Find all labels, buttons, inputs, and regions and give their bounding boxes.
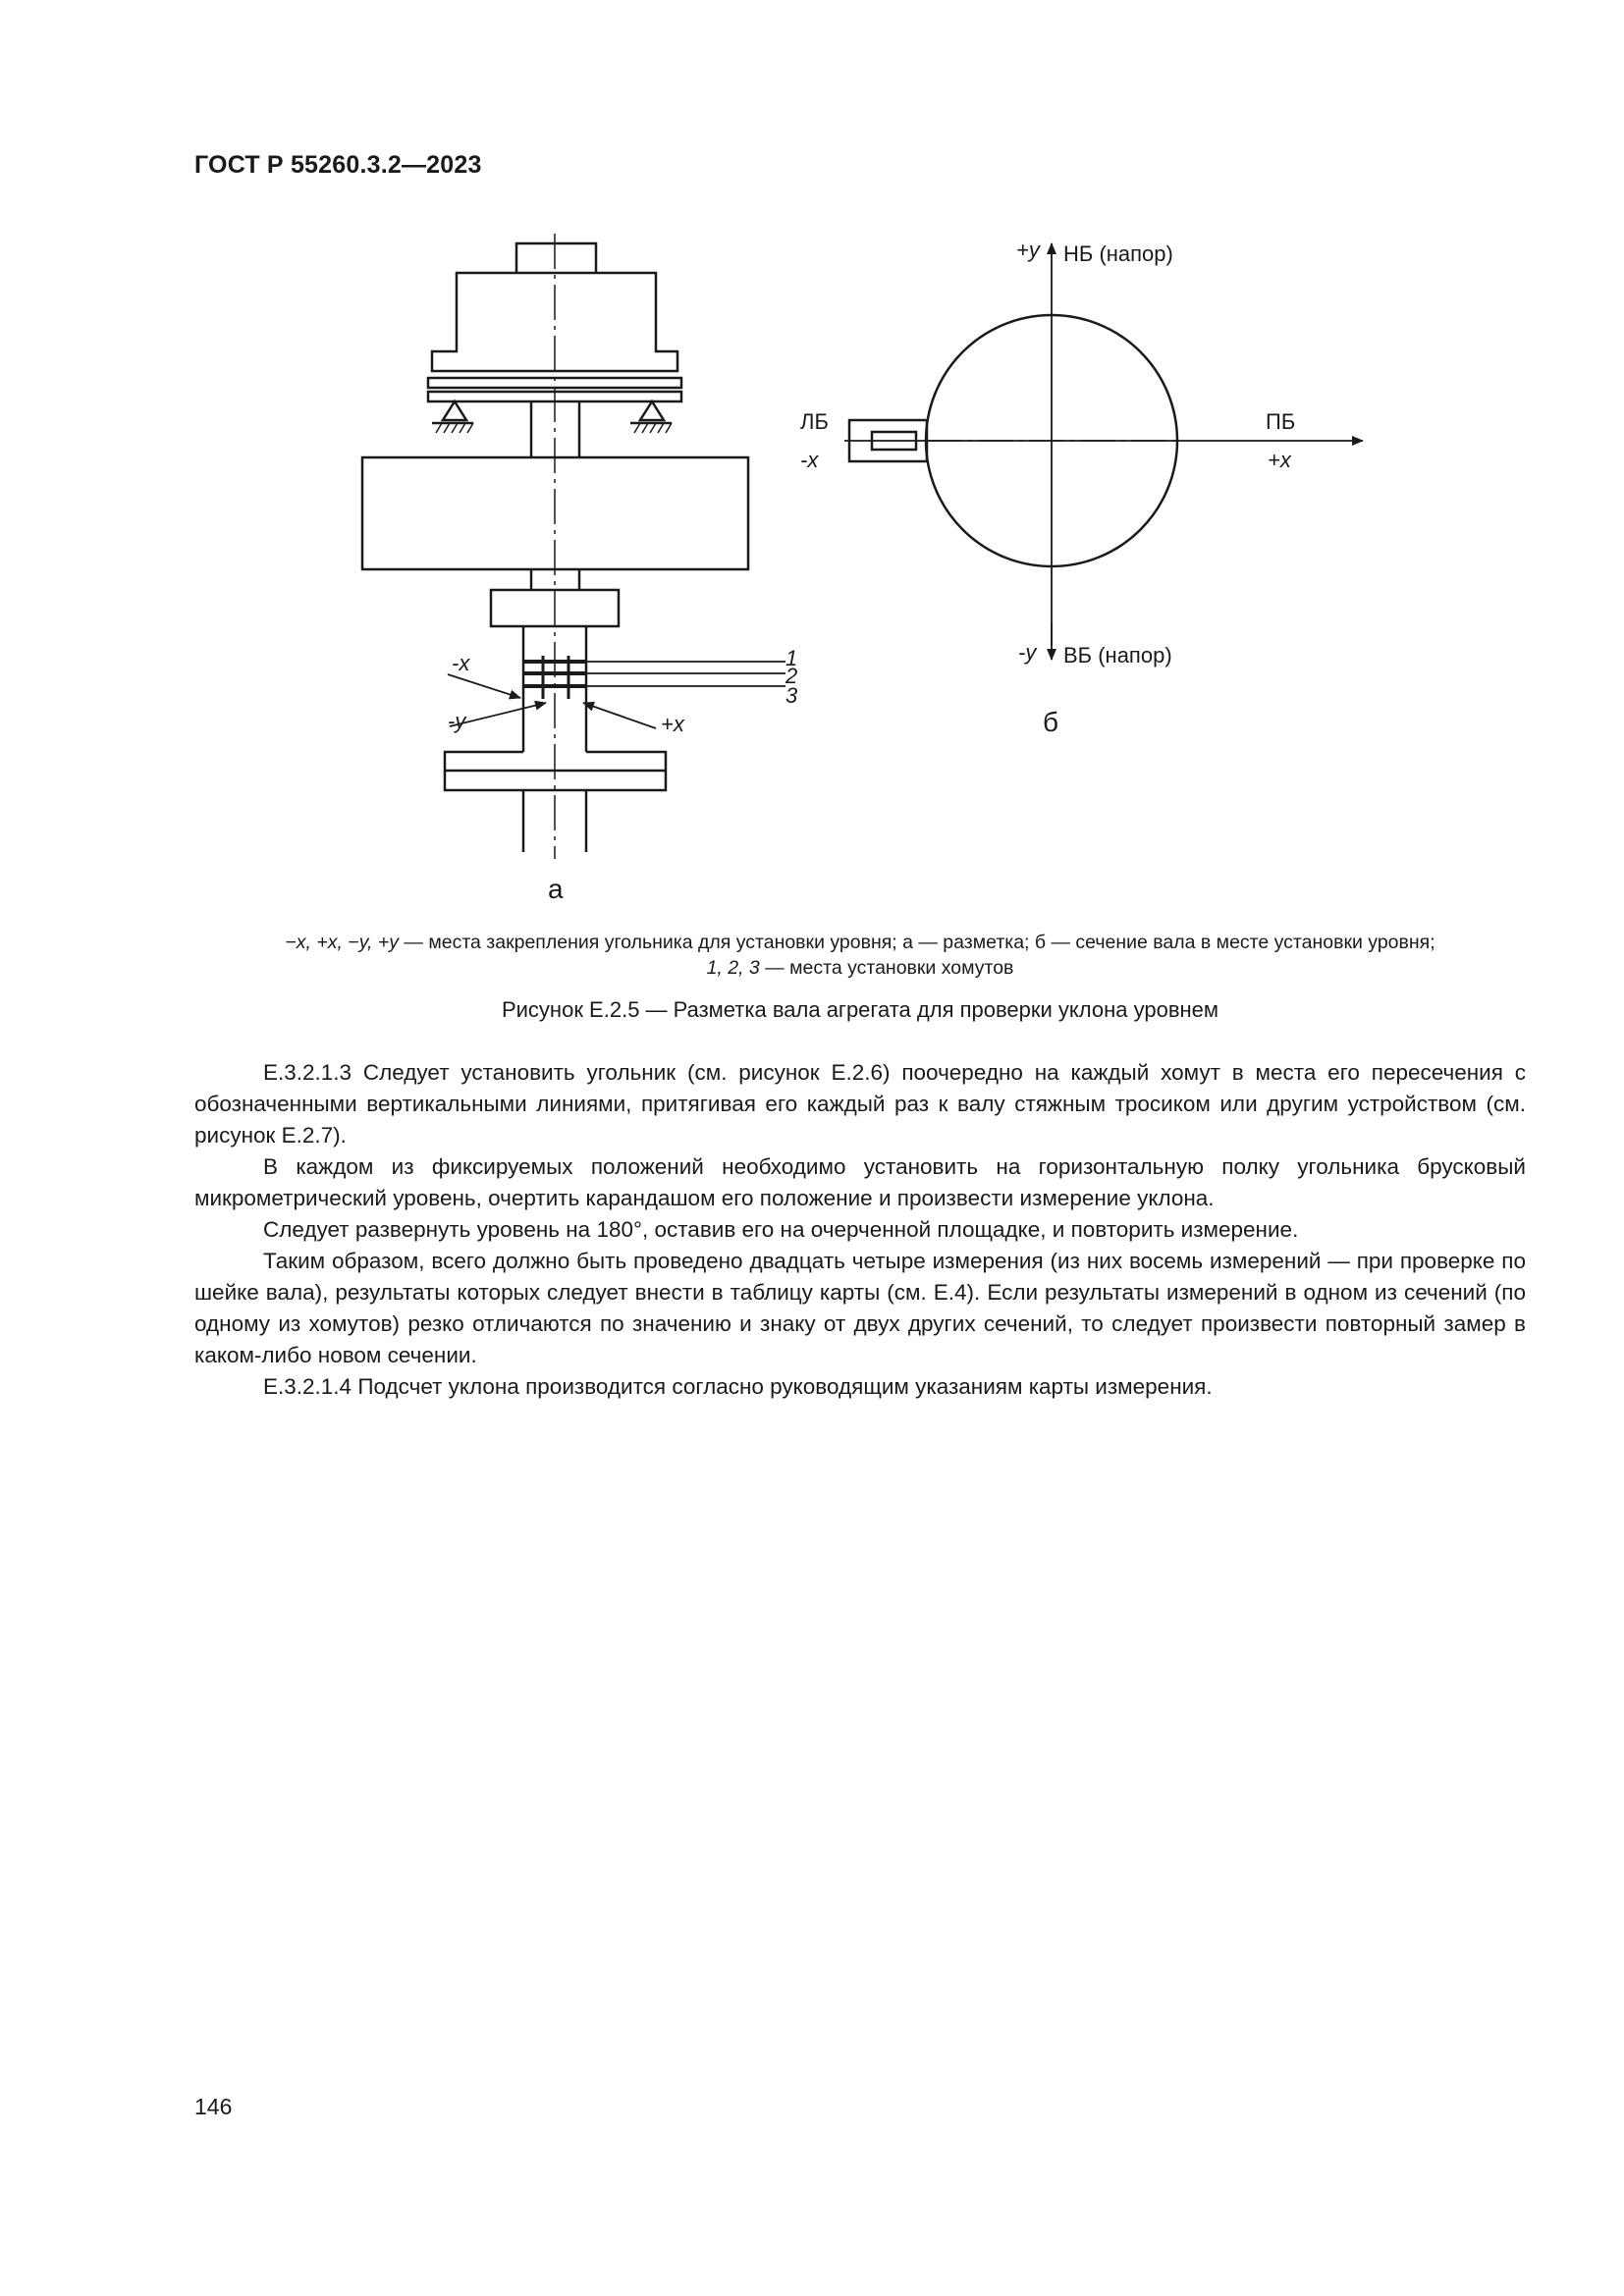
label-b-minus-y: -y [1018,640,1037,665]
drawing-a-shaft [362,234,785,859]
label-clamp-3: 3 [785,683,798,708]
label-b-nb: НБ (напор) [1063,241,1173,266]
label-b-pb: ПБ [1266,409,1296,434]
paragraph: Е.3.2.1.3 Следует установить угольник (см. рисунок Е.2.6) поочередно на каждый хомут в места его пересечения с обозначенными вертикальными линиями, притягивая его каждый раз к валу стяжным тросиком или другим устройством (см. рисунок Е.2.7). [194,1060,1526,1148]
paragraph: В каждом из фиксируемых положений необходимо установить на горизонтальную полку угольника брусковый микрометрический уровень, очертить карандашом его положение и произвести измерение уклона. [194,1154,1526,1210]
label-a-plus-x: +x [661,712,684,736]
label-a-minus-x: -x [452,651,470,675]
label-a-minus-y: -y [448,709,466,733]
label-b-plus-x: +x [1268,448,1291,472]
sublabel-a: а [548,874,564,904]
legend-axes: −x, +x, −y, +y [285,932,399,953]
paragraph: Е.3.2.1.4 Подсчет уклона производится согласно руководящим указаниям карты измерения. [263,1374,1213,1399]
legend-line1: — места закрепления угольника для установки уровня; а — разметка; б — сечение вала в месте установки уровня; [398,932,1435,953]
label-b-vb: ВБ (напор) [1063,643,1172,667]
legend-line2: — места установки хомутов [759,957,1014,979]
page-number: 146 [194,2094,233,2119]
body-text [194,1057,1526,1403]
figure-caption: Рисунок Е.2.5 — Разметка вала агрегата для проверки уклона уровнем [501,997,1219,1022]
paragraph: Следует развернуть уровень на 180°, оставив его на очерченной площадке, и повторить измерение. [263,1217,1299,1242]
legend-nums: 1, 2, 3 [706,957,760,979]
paragraph: Таким образом, всего должно быть проведено двадцать четыре измерения (из них восемь измерений — при проверке по шейке вала), результаты которых следует внести в таблицу карты (см. Е.4). Если результаты измерений в одном из сечений (по одному из хомутов) резко отличаются по значению и знаку от двух других сечений, то следует произвести повторный замер в каком-либо новом сечении. [194,1249,1526,1367]
sublabel-b: б [1043,707,1059,737]
figure-e-2-5 [0,0,1624,942]
label-b-lb: ЛБ [800,409,829,434]
label-b-minus-x: -x [800,448,819,472]
document-header: ГОСТ Р 55260.3.2—2023 [194,151,482,179]
label-clamp-2: 2 [785,664,798,688]
figure-legend [194,930,1526,981]
label-clamp-1: 1 [785,646,798,670]
label-b-plus-y: +y [1016,238,1040,262]
